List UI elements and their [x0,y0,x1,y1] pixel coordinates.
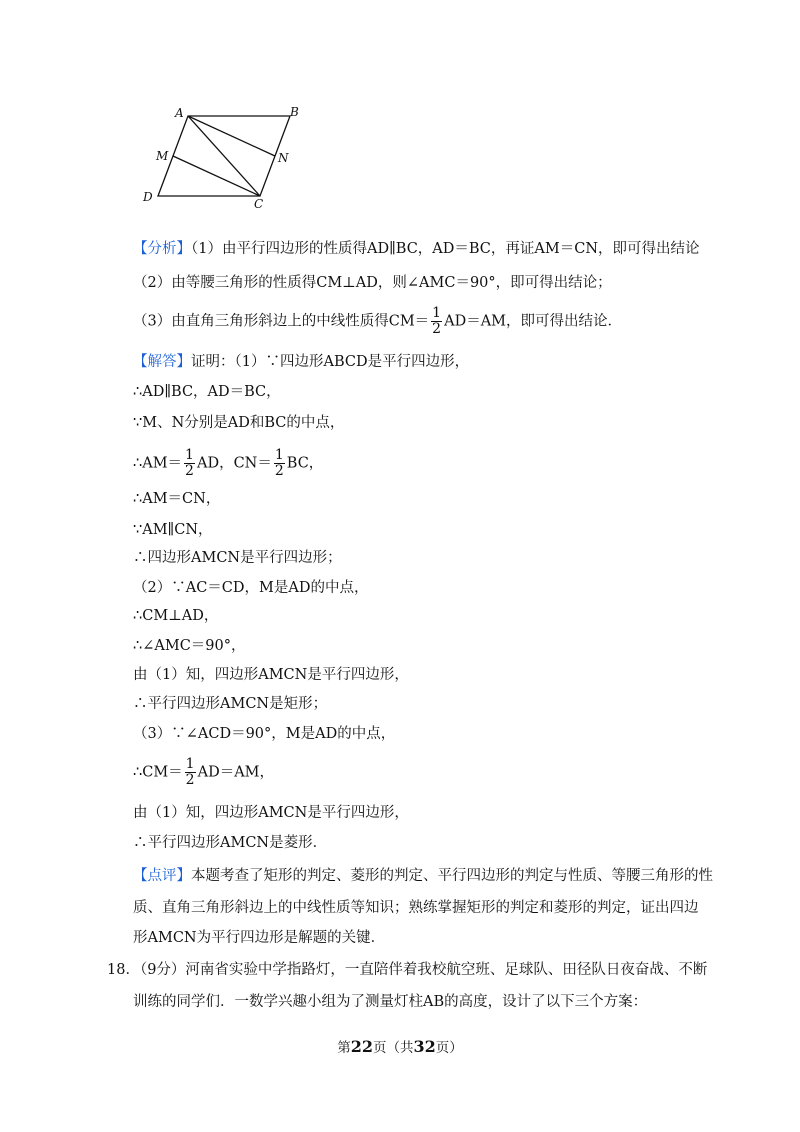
solution-line-7: ∴四边形AMCN是平行四边形； [133,550,342,566]
solution-line-8: （2）∵AC＝CD，M是AD的中点， [133,580,369,596]
label-b: B [290,105,299,119]
solution-line-10: ∴∠AMC＝90°， [133,638,246,654]
page-footer: 第22页（共32页） [337,1037,463,1056]
segment-a-to-n [188,116,275,156]
segment-am-to-c [173,156,260,196]
solution-tag: 【解答】 [133,354,191,370]
label-m: M [156,149,169,163]
page-total: 32 [413,1037,436,1056]
solution-line-9: ∴CM⊥AD， [133,608,219,624]
solution-line-4: ∴AM＝ $\frac{1}{2}$ AD，CN＝ $\frac{1}{2}$ BC， [133,447,324,479]
solution-line-11: 由（1）知，四边形AMCN是平行四边形， [133,667,409,683]
label-c: C [254,197,264,210]
solution-line-16: ∴平行四边形AMCN是菱形． [133,835,328,851]
comment-line-2: 质、直角三角形斜边上的中线性质等知识；熟练掌握矩形的判定和菱形的判定，证出四边 [133,900,699,916]
solution-line-5: ∴AM＝CN， [133,491,221,507]
parallelogram-figure [138,100,318,210]
solution-line-14: ∴CM＝ $\frac{1}{2}$ AD＝AM， [133,756,275,788]
label-d: D [143,190,153,204]
solution-line-13: （3）∵∠ACD＝90°，M是AD的中点， [133,726,396,742]
fraction-half: $\frac{1}{2}$ [185,756,195,788]
label-a: A [175,106,184,120]
solution-line-1: 【解答】证明：（1）∵四边形ABCD是平行四边形， [133,354,470,370]
fraction-half: $\frac{1}{2}$ [432,305,442,337]
label-n: N [278,151,289,165]
solution-line-6: ∵AM∥CN， [133,522,213,538]
fraction-half: $\frac{1}{2}$ [185,447,194,479]
analysis-line-2: （2）由等腰三角形的性质得CM⊥AD，则∠AMC＝90°，即可得出结论； [133,275,612,291]
analysis-line-3: （3）由直角三角形斜边上的中线性质得CM＝ $\frac{1}{2}$ AD＝AM，即可得出结论． [133,305,623,337]
solution-line-3: ∵M、N分别是AD和BC的中点， [133,415,345,431]
comment-line-3: 形AMCN为平行四边形是解题的关键． [133,930,386,946]
analysis-tag: 【分析】 [133,241,191,257]
question-18-line-2: 训练的同学们．一数学兴趣小组为了测量灯柱AB的高度，设计了以下三个方案： [133,994,648,1010]
comment-tag: 【点评】 [133,868,191,884]
solution-line-15: 由（1）知，四边形AMCN是平行四边形， [133,805,409,821]
solution-line-2: ∴AD∥BC，AD＝BC， [133,384,281,400]
comment-line-1: 【点评】本题考查了矩形的判定、菱形的判定、平行四边形的判定与性质、等腰三角形的性 [133,868,713,884]
diagonal-ac [188,116,260,196]
question-18-line-1: 18．（9分）河南省实验中学指路灯，一直陪伴着我校航空班、足球队、田径队日夜奋战、不断 [107,962,708,978]
solution-line-12: ∴平行四边形AMCN是矩形； [133,696,328,712]
analysis-line-1: 【分析】（1）由平行四边形的性质得AD∥BC，AD＝BC，再证AM＝CN，即可得出结论 [133,241,700,257]
fraction-half: $\frac{1}{2}$ [274,447,284,479]
page-number: 22 [350,1037,373,1056]
